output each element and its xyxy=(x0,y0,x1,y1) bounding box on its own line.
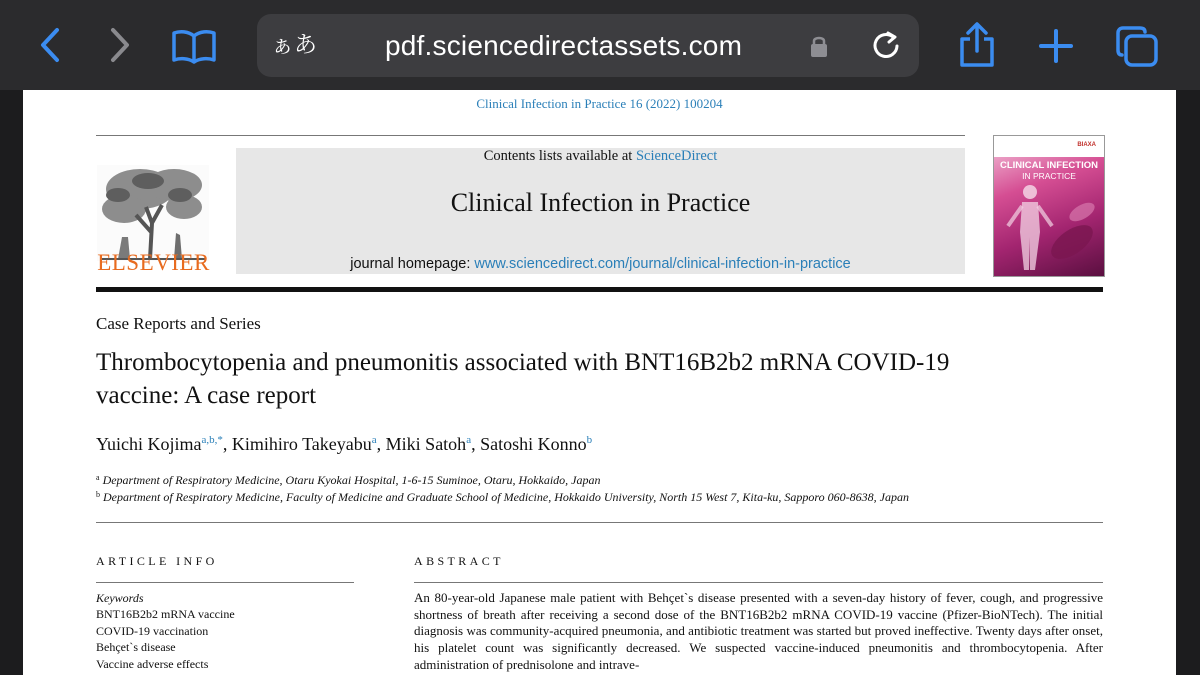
keyword-item: BNT16B2b2 mRNA vaccine xyxy=(96,607,235,621)
abstract-rule xyxy=(414,582,1103,583)
homepage-line xyxy=(236,256,965,272)
author-separator: , xyxy=(376,434,386,454)
forward-icon xyxy=(108,27,132,63)
author-name: Kimihiro Takeyabu xyxy=(231,434,372,454)
forward-button[interactable] xyxy=(100,25,140,65)
keywords-label: Keywords xyxy=(96,591,144,605)
author-name: Yuichi Kojima xyxy=(96,434,202,454)
cover-subtitle: IN PRACTICE xyxy=(1022,171,1076,181)
abstract-heading: ABSTRACT xyxy=(414,554,504,568)
share-button[interactable] xyxy=(955,20,999,70)
browser-toolbar xyxy=(0,0,1200,90)
affiliation xyxy=(96,490,909,505)
author-list xyxy=(96,434,592,455)
author xyxy=(96,434,232,454)
homepage-link[interactable]: www.sciencedirect.com/journal/clinical-infection-in-practice xyxy=(474,256,851,272)
tabs-button[interactable] xyxy=(1112,22,1162,70)
author xyxy=(386,434,480,454)
new-tab-button[interactable] xyxy=(1035,25,1077,67)
bookmarks-button[interactable] xyxy=(168,24,220,68)
affiliation-mark: b xyxy=(96,490,100,499)
homepage-prefix: journal homepage: xyxy=(350,256,471,272)
article-info-rule xyxy=(96,582,354,583)
reader-options-button[interactable]: ぁあ xyxy=(271,32,317,58)
contents-line xyxy=(236,148,965,165)
author-name: Satoshi Konno xyxy=(480,434,587,454)
header-rule-bottom xyxy=(96,287,1103,292)
pdf-page[interactable] xyxy=(23,90,1176,675)
section-divider xyxy=(96,522,1103,523)
share-icon xyxy=(957,21,997,69)
journal-title: Clinical Infection in Practice xyxy=(450,188,751,217)
author-affiliation-mark[interactable]: a,b,* xyxy=(201,434,223,446)
new-tab-icon xyxy=(1038,28,1074,64)
reload-icon[interactable] xyxy=(869,28,903,62)
author-separator: , xyxy=(471,434,481,454)
address-bar[interactable] xyxy=(257,14,919,77)
affiliation-text: Department of Respiratory Medicine, Otaru Kyokai Hospital, 1-6-15 Suminoe, Otaru, Hokkaido, Japan xyxy=(102,473,601,487)
publisher-wordmark: ELSEVIER xyxy=(97,250,210,275)
header-rule-top xyxy=(96,135,965,136)
journal-reference: Clinical Infection in Practice 16 (2022) 100204 xyxy=(476,96,723,111)
author-affiliation-mark[interactable]: a xyxy=(371,434,377,446)
contents-prefix: Contents lists available at xyxy=(483,148,633,164)
article-info-heading: ARTICLE INFO xyxy=(96,554,218,568)
author xyxy=(480,434,592,454)
author-name: Miki Satoh xyxy=(385,434,467,454)
tabs-icon xyxy=(1114,24,1160,68)
sciencedirect-link[interactable]: ScienceDirect xyxy=(635,148,718,164)
affiliation-text: Department of Respiratory Medicine, Faculty of Medicine and Graduate School of Medicine, Hokkaido University, North 15 West 7, Kita-ku, Sapporo 060-8638, Japan xyxy=(103,490,909,504)
bookmarks-icon xyxy=(170,28,218,64)
keyword-item: Behçet`s disease xyxy=(96,640,176,654)
abstract-text: An 80-year-old Japanese male patient with Behçet`s disease presented with a seven-day history of fever, cough, and progressive shortness of breath after receiving a second dose of the BNT16B2b2 mRNA COVID-19 vaccine (Pfizer-BioNTech). The initial diagnosis was community-acquired pneumonia, and antibiotic treatment was started but proved ineffective. Twenty days after onset, his platelet count was significantly decreased. We suspected vaccine-induced pneumonitis and thrombocytopenia. After administration of prednisolone and intrave- xyxy=(414,590,1103,672)
cover-badge: BIAXA xyxy=(1077,142,1096,148)
section-type: Case Reports and Series xyxy=(96,314,261,333)
keyword-item: Vaccine adverse effects xyxy=(96,657,209,671)
affiliation xyxy=(96,473,601,488)
back-icon xyxy=(38,27,62,63)
back-button[interactable] xyxy=(30,25,70,65)
journal-banner xyxy=(236,148,965,274)
author-affiliation-mark[interactable]: a xyxy=(466,434,472,446)
cover-title: CLINICAL INFECTION xyxy=(1000,160,1098,171)
url-text[interactable]: pdf.sciencedirectassets.com xyxy=(385,30,743,61)
lock-icon xyxy=(810,34,828,58)
author-separator: , xyxy=(222,434,232,454)
affiliation-mark: a xyxy=(96,473,100,482)
cover-figure-image xyxy=(1000,182,1098,272)
article-title: Thrombocytopenia and pneumonitis associated with BNT16B2b2 mRNA COVID-19 vaccine: A case report xyxy=(96,349,950,409)
author-affiliation-mark[interactable]: b xyxy=(586,434,593,446)
keyword-item: COVID-19 vaccination xyxy=(96,624,209,638)
author xyxy=(232,434,386,454)
journal-cover xyxy=(993,135,1105,277)
